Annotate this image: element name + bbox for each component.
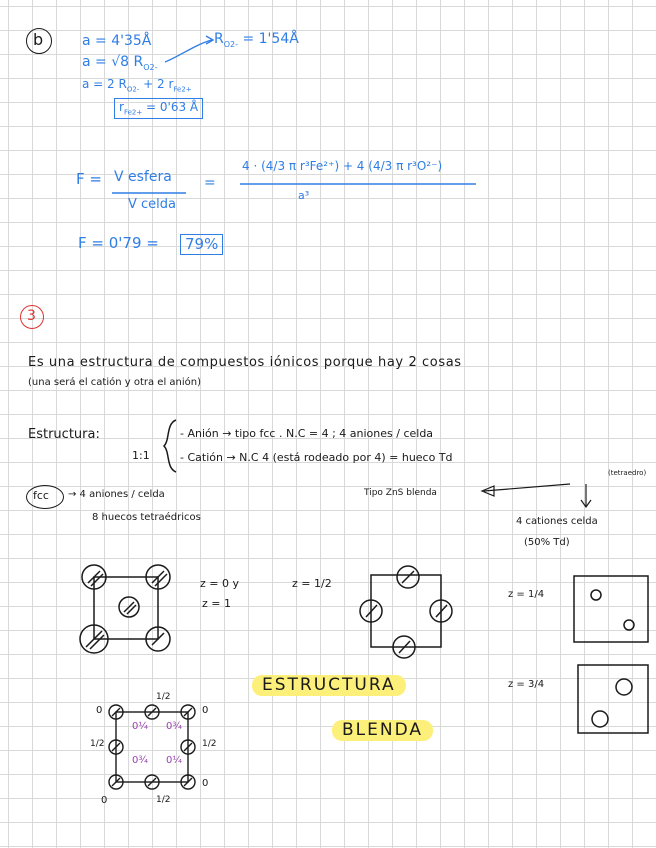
estructura-highlight: ESTRUCTURA: [252, 675, 406, 696]
f-big-numerator: 4 · (4/3 π r³Fe²⁺) + 4 (4/3 π r³O²⁻): [242, 159, 443, 173]
zhalf-label: z = 1/2: [292, 577, 332, 590]
sum-text: a = 2 R: [82, 77, 127, 91]
arrow-to-radius: [165, 40, 212, 62]
huecos-text: 8 huecos tetraédricos: [92, 512, 201, 523]
zthreequarter-label: z = 3/4: [508, 679, 545, 690]
sum-mid: + 2 r: [139, 77, 174, 91]
z1-label: z = 1: [202, 597, 231, 610]
tipo-zns: Tipo ZnS blenda: [364, 488, 437, 498]
f-result-boxed: 79%: [180, 234, 223, 255]
radius-symbol: R: [214, 31, 224, 47]
proj-bottom-half: 1/2: [156, 795, 171, 805]
rfe-sub: Fe2+: [123, 108, 143, 117]
ratio-label: 1:1: [132, 449, 150, 462]
proj-corner-tl: 0: [96, 705, 103, 716]
cation-line: - Catión → N.C 4 (está rodeado por 4) = hueco Td: [180, 451, 453, 464]
sqrt8-text: a = √8 R: [82, 54, 144, 70]
brace-icon: [164, 420, 176, 472]
proj-corner-br: 0: [202, 778, 209, 789]
fcc-text: → 4 aniones / celda: [68, 489, 165, 500]
f-equals: =: [204, 175, 216, 191]
z0-label: z = 0 y: [200, 577, 239, 590]
proj-q2: 0¾: [166, 721, 183, 732]
part-3-number: 3: [27, 308, 36, 324]
proj-top-half: 1/2: [156, 692, 171, 702]
cationes-line-2: (50% Td): [524, 537, 570, 548]
estructura-label: Estructura:: [28, 427, 100, 442]
blenda-highlight: BLENDA: [332, 720, 433, 741]
proj-q3: 0¾: [132, 755, 149, 766]
proj-right-half: 1/2: [202, 739, 217, 749]
fcc-label: fcc: [33, 489, 49, 502]
fcc-face-zhalf: [360, 566, 452, 658]
projection-diagram: [109, 705, 195, 789]
cationes-line-1: 4 cationes celda: [516, 516, 598, 527]
intro-line-2: (una será el catión y otra el anión): [28, 377, 201, 388]
intro-line-1: Es una estructura de compuestos iónicos porque hay 2 cosas: [28, 355, 462, 370]
arrow-to-zns: [484, 484, 570, 491]
f-numerator: V esfera: [114, 169, 172, 185]
fcc-face-z0: [80, 565, 170, 653]
rfe-symbol: r: [119, 100, 124, 114]
f-big-denominator: a³: [298, 189, 310, 202]
zquarter-label: z = 1/4: [508, 589, 545, 600]
f-result: F = 0'79 =: [78, 234, 159, 252]
radius-sub: O2-: [223, 39, 239, 49]
sqrt8-sub: O2-: [143, 62, 158, 72]
cation-square-zthreequarter: [578, 665, 648, 733]
radius-value: = 1'54Å: [242, 31, 299, 47]
cation-square-zquarter: [574, 576, 648, 642]
part-b-label: b: [33, 30, 44, 49]
sum-sub1: O2-: [126, 85, 140, 94]
f-lhs: F =: [76, 170, 102, 188]
proj-corner-bl: 0: [101, 795, 108, 806]
proj-corner-tr: 0: [202, 705, 209, 716]
tetraedro-note: (tetraedro): [608, 469, 647, 477]
proj-q4: 0¼: [166, 755, 183, 766]
f-denominator: V celda: [128, 197, 177, 212]
proj-left-half: 1/2: [90, 739, 105, 749]
line-a-value: a = 4'35Å: [82, 33, 152, 49]
anion-line: - Anión → tipo fcc . N.C = 4 ; 4 aniones / celda: [180, 427, 434, 440]
sum-sub2: Fe2+: [173, 85, 192, 94]
proj-q1: 0¼: [132, 721, 149, 732]
rfe-value: = 0'63 Å: [142, 100, 199, 114]
